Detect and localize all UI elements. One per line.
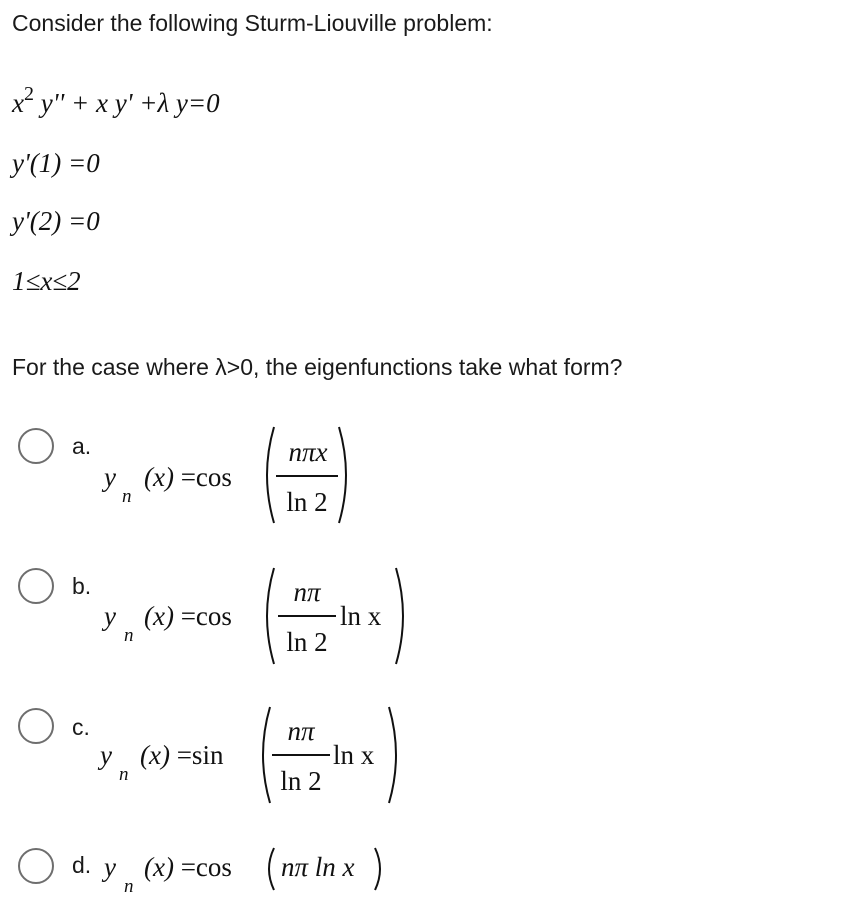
option-b-denominator: ln 2: [286, 627, 328, 657]
ode-exponent: 2: [23, 83, 34, 105]
boundary-condition-2: y'(2) =0: [12, 206, 100, 236]
option-c-denominator: ln 2: [280, 766, 322, 796]
option-b-left-paren: [258, 566, 278, 666]
option-b-letter: b.: [72, 573, 92, 599]
option-d-y: y: [104, 852, 116, 882]
option-c-right-paren: [385, 705, 405, 805]
option-d-left-paren: [262, 846, 278, 892]
option-c-arg: (x): [139, 740, 170, 770]
domain-inequality: 1≤x≤2: [12, 266, 81, 296]
option-a-func: =cos: [180, 462, 232, 492]
boundary-condition-1: y'(1) =0: [12, 148, 100, 178]
option-d-right-paren: [371, 846, 387, 892]
option-d-subscript: n: [124, 876, 134, 897]
option-d-radio[interactable]: [18, 848, 54, 884]
option-d-letter: d.: [72, 852, 92, 878]
option-b-numerator: nπ: [293, 577, 321, 607]
option-d-arg: (x): [143, 852, 174, 882]
option-a-fraction-bar: [276, 475, 338, 477]
option-b-func: =cos: [180, 601, 232, 631]
option-c-func: =sin: [176, 740, 224, 770]
option-c-tail: ln x: [333, 740, 375, 770]
option-a-right-paren: [335, 425, 355, 525]
option-a-numerator: nπx: [288, 437, 328, 467]
option-a-left-paren: [258, 425, 278, 525]
option-b-tail: ln x: [340, 601, 382, 631]
option-c-numerator: nπ: [287, 716, 315, 746]
option-b-radio[interactable]: [18, 568, 54, 604]
option-c-fraction-bar: [272, 754, 330, 756]
option-a-y: y: [104, 462, 116, 492]
option-c-letter: c.: [72, 714, 90, 740]
option-c-y: y: [100, 740, 112, 770]
option-a-denominator: ln 2: [286, 487, 328, 517]
option-b-fraction-bar: [278, 615, 336, 617]
option-c-left-paren: [254, 705, 274, 805]
option-d-func: =cos: [180, 852, 232, 882]
question-prompt: For the case where λ>0, the eigenfunctions take what form?: [12, 354, 623, 380]
option-d-inner: [281, 852, 355, 883]
option-c-radio[interactable]: [18, 708, 54, 744]
option-a-letter: a.: [72, 433, 92, 459]
option-a-arg: (x): [143, 462, 174, 492]
option-b-y: y: [104, 601, 116, 631]
option-d-inner-expr: nπ ln x: [281, 852, 355, 882]
ode-equation: [12, 83, 220, 119]
ode-rest: y'' + x y' +λ y=0: [40, 88, 220, 118]
option-b-arg: (x): [143, 601, 174, 631]
option-b-subscript: n: [124, 625, 134, 646]
option-b-right-paren: [392, 566, 412, 666]
option-c-subscript: n: [119, 764, 129, 785]
option-a-subscript: n: [122, 486, 132, 507]
option-a-radio[interactable]: [18, 428, 54, 464]
ode-x: x: [12, 88, 24, 118]
question-intro: Consider the following Sturm-Liouville problem:: [12, 10, 493, 36]
